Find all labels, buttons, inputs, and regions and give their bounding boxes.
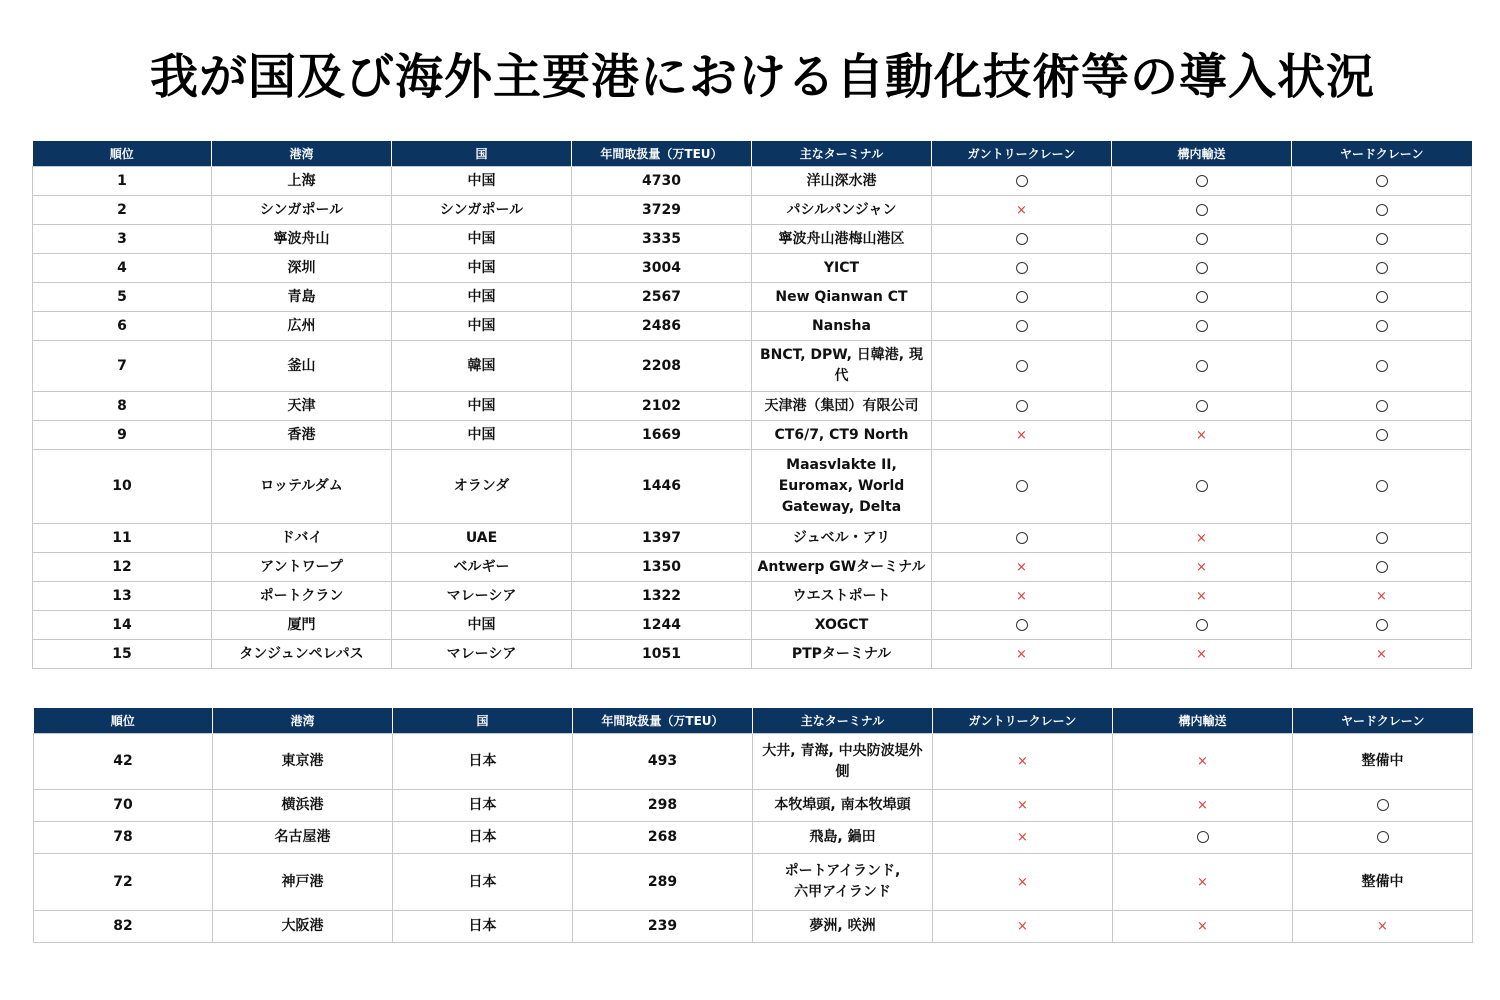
cell-country: 日本 (393, 854, 573, 911)
cell-country: 中国 (392, 312, 572, 341)
circle-mark-icon (1376, 360, 1388, 372)
cell-gantry-crane (932, 283, 1112, 312)
cell-country: マレーシア (392, 582, 572, 611)
cell-terminal: 天津港（集団）有限公司 (752, 392, 932, 421)
circle-mark-icon (1016, 400, 1028, 412)
circle-mark-icon (1016, 532, 1028, 544)
cell-gantry-crane (932, 553, 1112, 582)
cell-yard-crane (1293, 822, 1473, 854)
circle-mark-icon (1016, 233, 1028, 245)
cell-yard-crane (1293, 734, 1473, 790)
cell-rank: 2 (33, 196, 212, 225)
cross-mark-icon: × (1016, 202, 1027, 218)
cell-terminal: 寧波舟山港梅山港区 (752, 225, 932, 254)
circle-mark-icon (1196, 204, 1208, 216)
cell-rank: 78 (34, 822, 213, 854)
cell-yard-crane (1292, 611, 1472, 640)
cell-yard-crane (1292, 254, 1472, 283)
cell-volume: 268 (573, 822, 753, 854)
cell-port: シンガポール (212, 196, 392, 225)
table-row (33, 392, 1472, 421)
header-rank: 順位 (34, 708, 213, 734)
table-row (34, 790, 1473, 822)
cell-terminal: Nansha (752, 312, 932, 341)
cell-yard-crane (1292, 450, 1472, 524)
page-title: 我が国及び海外主要港における自動化技術等の導入状況 (149, 49, 1375, 105)
table-row (33, 312, 1472, 341)
cross-mark-icon: × (1197, 874, 1208, 890)
cell-terminal: Antwerp GWターミナル (752, 553, 932, 582)
header-port: 港湾 (213, 708, 393, 734)
header-country: 国 (392, 141, 572, 167)
cell-rank: 12 (33, 553, 212, 582)
cell-rank: 10 (33, 450, 212, 524)
cell-terminal: ジュベル・アリ (752, 524, 932, 553)
cell-gantry-crane (932, 450, 1112, 524)
cell-terminal: ポートアイランド, 六甲アイランド (753, 854, 933, 911)
cell-gantry-crane (932, 611, 1112, 640)
table-row (33, 524, 1472, 553)
cell-volume: 1446 (572, 450, 752, 524)
cell-terminal: BNCT, DPW, 日韓港, 現代 (752, 341, 932, 392)
cell-terminal: Maasvlakte II, Euromax, World Gateway, Delta (752, 450, 932, 524)
table-row (33, 553, 1472, 582)
header-volume: 年間取扱量（万TEU） (573, 708, 753, 734)
cell-terminal: New Qianwan CT (752, 283, 932, 312)
cell-country: 中国 (392, 167, 572, 196)
japan-ports-table (33, 708, 1473, 943)
cell-yard-transport (1112, 254, 1292, 283)
cell-terminal: ウエストポート (752, 582, 932, 611)
cell-port: アントワープ (212, 553, 392, 582)
circle-mark-icon (1196, 619, 1208, 631)
cell-terminal: YICT (752, 254, 932, 283)
cell-yard-transport (1112, 167, 1292, 196)
header-country: 国 (393, 708, 573, 734)
cell-rank: 1 (33, 167, 212, 196)
cell-country: 日本 (393, 911, 573, 943)
cell-yard-crane (1293, 790, 1473, 822)
cell-country: 中国 (392, 392, 572, 421)
cell-volume: 493 (573, 734, 753, 790)
cross-mark-icon: × (1016, 646, 1027, 662)
header-volume: 年間取扱量（万TEU） (572, 141, 752, 167)
circle-mark-icon (1196, 400, 1208, 412)
cell-port: 上海 (212, 167, 392, 196)
cell-volume: 2567 (572, 283, 752, 312)
cell-port: 香港 (212, 421, 392, 450)
circle-mark-icon (1196, 480, 1208, 492)
cross-mark-icon: × (1017, 798, 1028, 813)
table-row (33, 450, 1472, 524)
cell-gantry-crane (932, 582, 1112, 611)
cell-yard-transport (1112, 341, 1292, 392)
cell-volume: 2102 (572, 392, 752, 421)
cell-rank: 82 (34, 911, 213, 943)
cell-yard-transport (1112, 421, 1292, 450)
cell-gantry-crane (933, 911, 1113, 943)
cell-port: 厦門 (212, 611, 392, 640)
cell-gantry-crane (933, 854, 1113, 911)
circle-mark-icon (1376, 429, 1388, 441)
circle-mark-icon (1196, 320, 1208, 332)
cell-volume: 1244 (572, 611, 752, 640)
table-header-row (33, 141, 1472, 167)
circle-mark-icon (1016, 480, 1028, 492)
cell-yard-crane (1292, 283, 1472, 312)
cell-country: 韓国 (392, 341, 572, 392)
cell-port: 東京港 (213, 734, 393, 790)
cell-yard-crane (1292, 196, 1472, 225)
circle-mark-icon (1376, 175, 1388, 187)
cell-yard-crane (1292, 524, 1472, 553)
cell-rank: 15 (33, 640, 212, 669)
cell-yard-transport (1113, 854, 1293, 911)
circle-mark-icon (1376, 291, 1388, 303)
cell-port: ポートクラン (212, 582, 392, 611)
cell-rank: 11 (33, 524, 212, 553)
table-row (34, 734, 1473, 790)
cell-volume: 289 (573, 854, 753, 911)
cross-mark-icon: × (1196, 559, 1207, 575)
cell-gantry-crane (932, 392, 1112, 421)
cell-country: オランダ (392, 450, 572, 524)
circle-mark-icon (1196, 233, 1208, 245)
cell-yard-crane (1292, 392, 1472, 421)
cell-port: ドバイ (212, 524, 392, 553)
cell-yard-crane (1292, 553, 1472, 582)
table-row (33, 582, 1472, 611)
circle-mark-icon (1016, 262, 1028, 274)
cell-yard-crane (1292, 225, 1472, 254)
cell-country: 中国 (392, 611, 572, 640)
cross-mark-icon: × (1197, 754, 1208, 769)
cell-yard-transport (1113, 822, 1293, 854)
cross-mark-icon: × (1016, 559, 1027, 575)
cell-country: 日本 (393, 734, 573, 790)
cross-mark-icon: × (1376, 588, 1387, 604)
cross-mark-icon: × (1196, 530, 1207, 546)
header-yard-transport: 構内輸送 (1112, 141, 1292, 167)
header-yard-transport: 構内輸送 (1113, 708, 1293, 734)
circle-mark-icon (1376, 233, 1388, 245)
cell-volume: 239 (573, 911, 753, 943)
cell-yard-crane (1292, 421, 1472, 450)
header-rank: 順位 (33, 141, 212, 167)
cross-mark-icon: × (1197, 919, 1208, 934)
cell-rank: 72 (34, 854, 213, 911)
circle-mark-icon (1376, 480, 1388, 492)
cell-volume: 1350 (572, 553, 752, 582)
cell-port: 釜山 (212, 341, 392, 392)
cross-mark-icon: × (1016, 588, 1027, 604)
cell-yard-transport (1112, 450, 1292, 524)
cell-rank: 6 (33, 312, 212, 341)
cell-volume: 298 (573, 790, 753, 822)
cell-yard-crane (1293, 854, 1473, 911)
cell-country: ベルギー (392, 553, 572, 582)
cross-mark-icon: × (1197, 798, 1208, 813)
cell-gantry-crane (932, 196, 1112, 225)
cell-country: 中国 (392, 283, 572, 312)
header-gantry-crane: ガントリークレーン (933, 708, 1113, 734)
cell-gantry-crane (932, 225, 1112, 254)
cell-rank: 42 (34, 734, 213, 790)
cross-mark-icon: × (1377, 919, 1388, 934)
table-row (33, 254, 1472, 283)
cross-mark-icon: × (1017, 919, 1028, 934)
table-row (33, 421, 1472, 450)
circle-mark-icon (1376, 204, 1388, 216)
cross-mark-icon: × (1196, 646, 1207, 662)
cell-yard-transport (1112, 225, 1292, 254)
circle-mark-icon (1376, 619, 1388, 631)
cell-country: UAE (392, 524, 572, 553)
circle-mark-icon (1196, 262, 1208, 274)
cell-gantry-crane (933, 734, 1113, 790)
header-terminal: 主なターミナル (752, 141, 932, 167)
cross-mark-icon: × (1376, 646, 1387, 662)
cross-mark-icon: × (1017, 830, 1028, 845)
cell-gantry-crane (932, 421, 1112, 450)
cell-port: 寧波舟山 (212, 225, 392, 254)
cell-volume: 4730 (572, 167, 752, 196)
cross-mark-icon: × (1017, 874, 1028, 890)
circle-mark-icon (1376, 400, 1388, 412)
table-row (33, 225, 1472, 254)
cell-rank: 14 (33, 611, 212, 640)
cell-yard-crane (1292, 312, 1472, 341)
cell-terminal: 大井, 青海, 中央防波堤外側 (753, 734, 933, 790)
header-gantry-crane: ガントリークレーン (932, 141, 1112, 167)
cell-port: 深圳 (212, 254, 392, 283)
cell-gantry-crane (932, 312, 1112, 341)
table-row (33, 611, 1472, 640)
cell-yard-crane (1293, 911, 1473, 943)
cell-volume: 1397 (572, 524, 752, 553)
cell-yard-crane (1292, 167, 1472, 196)
circle-mark-icon (1376, 320, 1388, 332)
circle-mark-icon (1197, 831, 1209, 843)
cell-rank: 3 (33, 225, 212, 254)
cell-port: 天津 (212, 392, 392, 421)
cell-yard-transport (1112, 640, 1292, 669)
cell-yard-transport (1113, 911, 1293, 943)
circle-mark-icon (1376, 561, 1388, 573)
circle-mark-icon (1016, 291, 1028, 303)
cell-volume: 2208 (572, 341, 752, 392)
cross-mark-icon: × (1196, 588, 1207, 604)
cell-rank: 9 (33, 421, 212, 450)
cell-gantry-crane (932, 524, 1112, 553)
table-row (34, 822, 1473, 854)
cell-gantry-crane (932, 341, 1112, 392)
cell-terminal: CT6/7, CT9 North (752, 421, 932, 450)
header-yard-crane: ヤードクレーン (1293, 708, 1473, 734)
cell-gantry-crane (932, 254, 1112, 283)
cell-volume: 3729 (572, 196, 752, 225)
cell-rank: 13 (33, 582, 212, 611)
cell-port: 広州 (212, 312, 392, 341)
table-header-row (34, 708, 1473, 734)
cell-yard-transport (1113, 790, 1293, 822)
cell-rank: 70 (34, 790, 213, 822)
overseas-ports-table (32, 141, 1472, 669)
cell-yard-transport (1112, 582, 1292, 611)
cell-yard-transport (1112, 283, 1292, 312)
header-yard-crane: ヤードクレーン (1292, 141, 1472, 167)
cell-terminal: XOGCT (752, 611, 932, 640)
cell-port: ロッテルダム (212, 450, 392, 524)
cell-yard-transport (1112, 392, 1292, 421)
cell-yard-crane (1292, 640, 1472, 669)
cell-volume: 3004 (572, 254, 752, 283)
circle-mark-icon (1377, 831, 1389, 843)
cell-volume: 1322 (572, 582, 752, 611)
cell-port: 名古屋港 (213, 822, 393, 854)
circle-mark-icon (1016, 175, 1028, 187)
cell-terminal: 洋山深水港 (752, 167, 932, 196)
cell-rank: 4 (33, 254, 212, 283)
cross-mark-icon: × (1016, 427, 1027, 443)
cell-gantry-crane (932, 167, 1112, 196)
circle-mark-icon (1376, 532, 1388, 544)
table-row (34, 911, 1473, 943)
circle-mark-icon (1376, 262, 1388, 274)
cell-yard-crane (1292, 582, 1472, 611)
cell-port: 青島 (212, 283, 392, 312)
cell-port: 大阪港 (213, 911, 393, 943)
cell-terminal: PTPターミナル (752, 640, 932, 669)
table-row (33, 341, 1472, 392)
table-row (33, 167, 1472, 196)
cell-port: 神戸港 (213, 854, 393, 911)
table-row (33, 196, 1472, 225)
cell-terminal: パシルパンジャン (752, 196, 932, 225)
cell-volume: 3335 (572, 225, 752, 254)
cell-yard-transport (1113, 734, 1293, 790)
circle-mark-icon (1016, 619, 1028, 631)
circle-mark-icon (1377, 799, 1389, 811)
cell-port: 横浜港 (213, 790, 393, 822)
header-port: 港湾 (212, 141, 392, 167)
cell-rank: 7 (33, 341, 212, 392)
circle-mark-icon (1016, 320, 1028, 332)
cell-yard-transport (1112, 553, 1292, 582)
cell-volume: 1051 (572, 640, 752, 669)
table-row (33, 283, 1472, 312)
cell-country: 中国 (392, 254, 572, 283)
cell-country: 日本 (393, 822, 573, 854)
circle-mark-icon (1016, 360, 1028, 372)
table-row (34, 854, 1473, 911)
cell-rank: 8 (33, 392, 212, 421)
cell-country: シンガポール (392, 196, 572, 225)
header-terminal: 主なターミナル (753, 708, 933, 734)
cell-terminal: 本牧埠頭, 南本牧埠頭 (753, 790, 933, 822)
cell-volume: 2486 (572, 312, 752, 341)
cell-port: タンジュンペレパス (212, 640, 392, 669)
cell-gantry-crane (933, 822, 1113, 854)
cell-country: 中国 (392, 421, 572, 450)
cell-gantry-crane (932, 640, 1112, 669)
circle-mark-icon (1196, 291, 1208, 303)
cell-rank: 5 (33, 283, 212, 312)
cross-mark-icon: × (1017, 754, 1028, 769)
circle-mark-icon (1196, 360, 1208, 372)
table-row (33, 640, 1472, 669)
status-text: 整備中 (1361, 873, 1404, 890)
cell-yard-transport (1112, 611, 1292, 640)
cell-yard-transport (1112, 524, 1292, 553)
cell-gantry-crane (933, 790, 1113, 822)
cell-yard-transport (1112, 196, 1292, 225)
cross-mark-icon: × (1196, 427, 1207, 443)
cell-yard-crane (1292, 341, 1472, 392)
cell-volume: 1669 (572, 421, 752, 450)
cell-country: 中国 (392, 225, 572, 254)
circle-mark-icon (1196, 175, 1208, 187)
status-text: 整備中 (1361, 753, 1404, 769)
cell-yard-transport (1112, 312, 1292, 341)
cell-terminal: 夢洲, 咲洲 (753, 911, 933, 943)
cell-terminal: 飛島, 鍋田 (753, 822, 933, 854)
cell-country: マレーシア (392, 640, 572, 669)
cell-country: 日本 (393, 790, 573, 822)
